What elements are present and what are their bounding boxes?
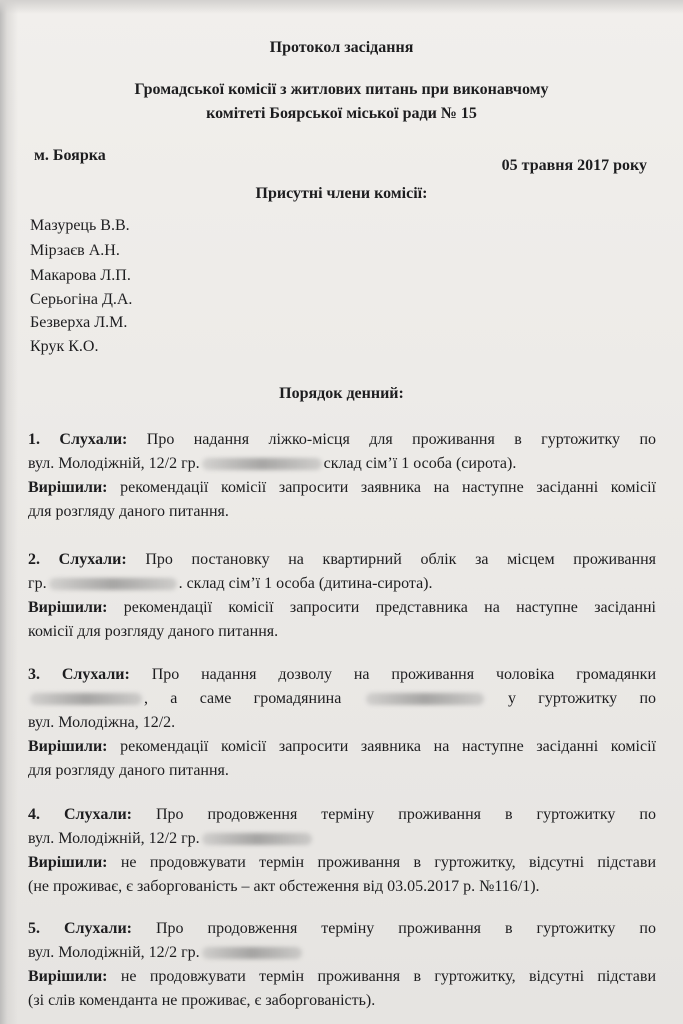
member-name: Мірзаєв А.Н. (30, 242, 120, 259)
decided-text: комісії для розгляду даного питання. (28, 623, 279, 640)
decided-text: не продовжувати термін проживання в гуртожитку, відсутні підстави (120, 968, 657, 985)
agenda-item-4-decided (28, 853, 656, 873)
agenda-item-3-heard (28, 665, 656, 685)
agenda-item-4-heard (28, 805, 656, 825)
heard-text: , а саме громадянина (144, 690, 342, 707)
members-heading: Присутні члени комісії: (255, 185, 428, 202)
redacted-name (202, 947, 302, 959)
heard-text: вул. Молодіжна, 12/2. (28, 714, 176, 731)
agenda-item-5-heard-line2 (28, 943, 304, 963)
doc-title: Протокол засідання (269, 39, 414, 56)
doc-subtitle-line1: Громадської комісії з житлових питань при виконавчому (134, 81, 549, 98)
agenda-item-3-heard-line2 (28, 689, 656, 709)
agenda-heading: Порядок денний: (279, 385, 404, 402)
heard-label: Слухали: (58, 551, 127, 568)
item-number: 4. (28, 806, 40, 823)
heard-text: гр. (28, 575, 47, 592)
heard-text: Про продовження терміну проживання в гуртожитку по (155, 806, 656, 823)
redacted-name (30, 693, 142, 705)
heard-text: вул. Молодіжній, 12/2 гр. (28, 944, 200, 961)
decided-label: Вирішили: (28, 479, 108, 496)
heard-text: вул. Молодіжній, 12/2 гр. (28, 830, 200, 847)
decided-text: рекомендації комісії запросити заявника на наступне засіданні комісії (120, 738, 656, 755)
redacted-name (202, 833, 312, 845)
city: м. Боярка (34, 147, 106, 164)
agenda-item-1-heard-line2 (28, 454, 516, 474)
decided-text: рекомендації комісії запросити заявника на наступне засіданні комісії (120, 479, 656, 496)
decided-text: (не проживає, є заборгованість – акт обстеження від 03.05.2017 р. №116/1). (28, 878, 540, 895)
heard-text: Про постановку на квартирний облік за місцем проживання (145, 551, 657, 568)
heard-text: Про надання ліжко-місця для проживання в гуртожитку по (146, 431, 657, 448)
decided-text: не продовжувати термін проживання в гуртожитку, відсутні підстави (120, 854, 657, 871)
decided-label: Вирішили: (28, 968, 108, 985)
redacted-name (202, 458, 322, 470)
heard-text: Про надання дозволу на проживання чоловіка громадянки (151, 666, 657, 683)
agenda-item-5-decided (28, 967, 656, 987)
agenda-item-2-heard (28, 550, 656, 570)
agenda-item-1-heard (28, 430, 656, 450)
agenda-item-1-decided (28, 478, 656, 498)
decided-label: Вирішили: (28, 854, 108, 871)
decided-text: рекомендації комісії запросити представника на наступне засіданні (123, 599, 656, 616)
agenda-item-4-heard-line2 (28, 829, 314, 849)
item-number: 1. (28, 431, 40, 448)
heard-label: Слухали: (61, 666, 130, 683)
redacted-name (49, 578, 177, 590)
page-shadow-left (0, 0, 18, 1024)
agenda-item-2-heard-line2 (28, 574, 433, 594)
doc-subtitle-line2: комітеті Боярської міської ради № 15 (206, 105, 477, 122)
heard-text: Про продовження терміну проживання в гуртожитку по (155, 920, 656, 937)
heard-text: у гуртожитку по (507, 690, 657, 707)
agenda-item-2-decided (28, 598, 656, 618)
member-name: Безверха Л.М. (30, 314, 128, 331)
heard-label: Слухали: (64, 806, 132, 823)
agenda-item-5-heard (28, 919, 656, 939)
member-name: Крук К.О. (30, 338, 99, 355)
decided-text: для розгляду даного питання. (28, 503, 229, 520)
decided-text: (зі слів коменданта не проживає, є заборгованість). (28, 992, 376, 1009)
item-number: 3. (28, 666, 40, 683)
page-shadow-top (0, 0, 683, 14)
heard-text: . склад сім’ї 1 особа (дитина-сирота). (178, 575, 433, 592)
agenda-item-3-decided (28, 737, 656, 757)
item-number: 5. (28, 920, 40, 937)
member-name: Мазурець В.В. (30, 217, 130, 234)
heard-text: вул. Молодіжній, 12/2 гр. (28, 455, 200, 472)
heard-text: склад сім’ї 1 особа (сирота). (323, 455, 517, 472)
item-number: 2. (28, 551, 40, 568)
heard-label: Слухали: (64, 920, 132, 937)
decided-label: Вирішили: (28, 599, 108, 616)
member-name: Серьогіна Д.А. (30, 291, 133, 308)
date: 05 травня 2017 року (501, 157, 647, 174)
decided-label: Вирішили: (28, 738, 108, 755)
redacted-name (366, 693, 484, 705)
member-name: Макарова Л.П. (30, 267, 131, 284)
heard-label: Слухали: (59, 431, 128, 448)
decided-text: для розгляду даного питання. (28, 762, 229, 779)
